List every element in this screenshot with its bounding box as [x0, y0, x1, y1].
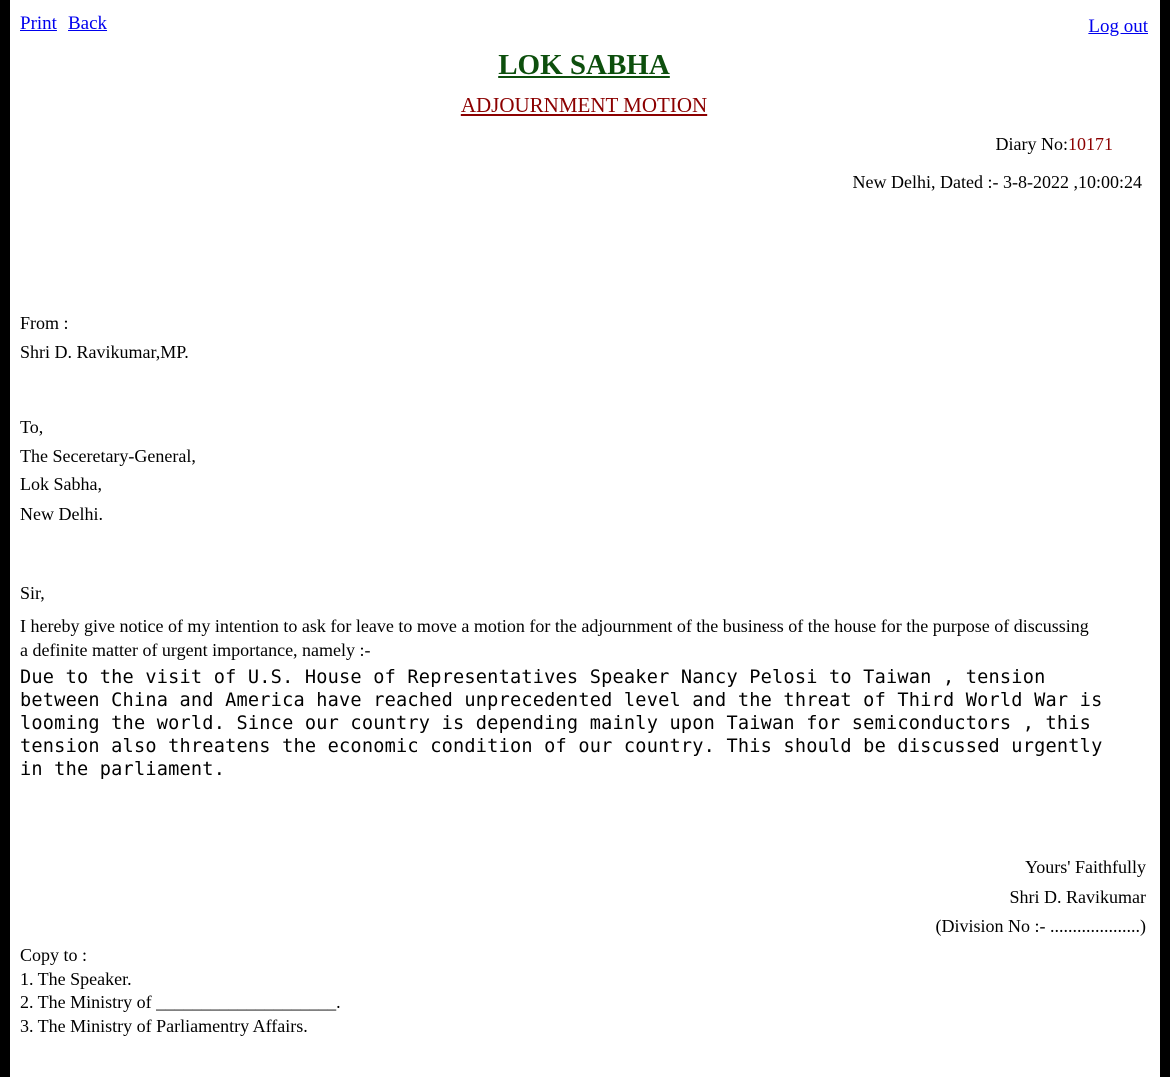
copy-item: 3. The Ministry of Parliamentry Affairs.: [20, 1016, 308, 1036]
closing-text: Yours' Faithfully: [1025, 857, 1146, 877]
copy-item: 1. The Speaker.: [20, 969, 132, 989]
motion-subject: Due to the visit of U.S. House of Representatives Speaker Nancy Pelosi to Taiwan , tension between China and America have reached unprecedented level and the threat of Third World War is looming the world. Since our country is depending mainly upon Taiwan for semiconductors , this tension also threatens the economic condition of our country. This should be discussed urgently in the parliament.: [20, 667, 1103, 780]
signatory-name: Shri D. Ravikumar: [1009, 887, 1146, 907]
diary-label: Diary No:: [995, 134, 1068, 154]
logout-link[interactable]: Log out: [1088, 16, 1148, 37]
page-subtitle: ADJOURNMENT MOTION: [460, 93, 708, 117]
dated-line: New Delhi, Dated :- 3-8-2022 ,10:00:24: [852, 172, 1142, 192]
back-link[interactable]: Back: [68, 13, 108, 34]
page-title: LOK SABHA: [498, 49, 670, 81]
copy-item: 2. The Ministry of ____________________.: [20, 992, 341, 1012]
diary-number: [996, 134, 1113, 155]
document-page: [10, 0, 1160, 1077]
copy-to-label: Copy to :: [20, 945, 88, 965]
print-link[interactable]: Print: [20, 13, 57, 34]
from-name: Shri D. Ravikumar,MP.: [20, 342, 189, 362]
from-label: From :: [20, 313, 69, 333]
to-line-2: Lok Sabha,: [20, 474, 102, 494]
to-label: To,: [20, 417, 44, 437]
salutation: Sir,: [20, 583, 45, 603]
diary-value: 10171: [1068, 134, 1113, 154]
division-number: (Division No :- ....................): [935, 916, 1146, 936]
notice-text: I hereby give notice of my intention to ask for leave to move a motion for the adjournment of the business of the house for the purpose of discussing a definite matter of urgent importance, namely :-: [20, 616, 1089, 660]
to-line-3: New Delhi.: [20, 504, 103, 524]
to-line-1: The Seceretary-General,: [20, 446, 196, 466]
